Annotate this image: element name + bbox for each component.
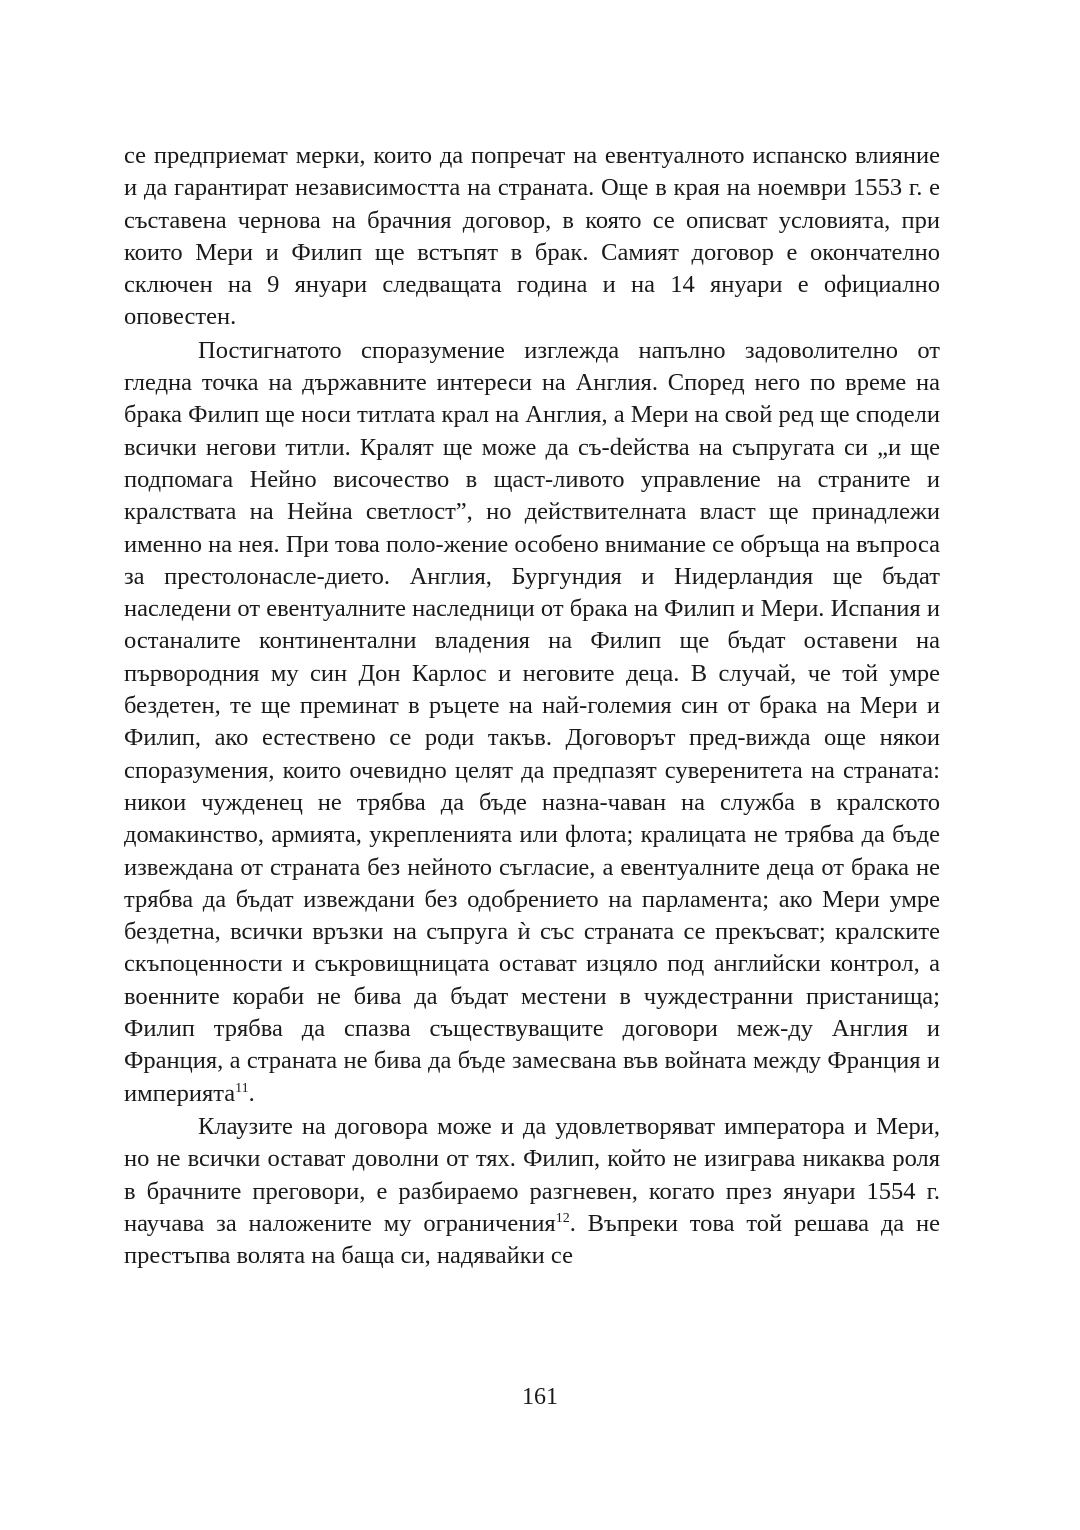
paragraph — [124, 140, 940, 334]
paragraph-text: се предприемат мерки, които да попречат на евентуалното испанско влияние и да гарантират независимостта на страната. Още в края на ноември 1553 г. е съставена чернова на брачния договор, в която се описват условията, при които Мери и Филип ще встъпят в брак. Самият договор е окончателно сключен на 9 януари следващата година и на 14 януари е официално оповестен. — [124, 142, 940, 331]
page-body — [124, 140, 940, 1272]
paragraph — [124, 335, 940, 1110]
footnote-marker[interactable]: 12 — [555, 1210, 570, 1226]
paragraph-text: Постигнатото споразумение изглежда напълно задоволително от гледна точка на държавните интереси на Англия. Според него по време на брака Филип ще носи титлата крал на Англия, а Мери на свой ред ще сподели всички негови титли. Кралят ще може да съ-dейства на съпругата си „и ще подпомага Нейно височество в щаст-ливото управление на страните и кралствата на Нейна светлост”, но действителната власт ще принадлежи именно на нея. При това поло-жение особено внимание се обръща на въпроса за престолонасле-дието. Англия, Бургундия и Нидерландия ще бъдат наследени от евентуалните наследници от брака на Филип и Мери. Испания и останалите континентални владения на Филип ще бъдат оставени на първородния му син Дон Карлос и неговите деца. В случай, че той умре бездетен, те ще преминат в ръцете на най-големия син от брака на Мери и Филип, ако естествено се роди такъв. Договорът пред-вижда още някои споразумения, които очевидно целят да предпазят суверенитета на страната: никои чужденец не трябва да бъде назна-чаван на служба в кралското домакинство, армията, укрепленията или флота; кралицата не трябва да бъде извеждана от страната без нейното съгласие, а евентуалните деца от брака не трябва да бъдат извеждани без одобрението на парламента; ако Мери умре бездетна, всички връзки на съпруга ѝ със страната се прекъсват; кралските скъпоценности и съкровищницата остават изцяло под английски контрол, а военните кораби не бива да бъдат местени в чуждестранни пристанища; Филип трябва да спазва съществуващите договори меж-ду Англия и Франция, а страната не бива да бъде замесвана във войната между Франция и империята — [124, 336, 940, 1107]
page-number: 161 — [522, 1384, 558, 1410]
paragraph-text: . Въпреки това той решава да не престъпва волята на баща си, надявайки се — [124, 1209, 940, 1270]
footnote-marker[interactable]: 11 — [235, 1080, 249, 1096]
paragraph-text: Клаузите на договора може и да удовлетворяват императора и Мери, но не всички остават доволни от тях. Филип, който не изиграва никаква роля в брачните преговори, е разбираемо разгневен, когато през януари 1554 г. научава за наложените му ограничения — [124, 1112, 940, 1237]
paragraph-text: . — [248, 1079, 255, 1107]
paragraph — [124, 1111, 940, 1272]
